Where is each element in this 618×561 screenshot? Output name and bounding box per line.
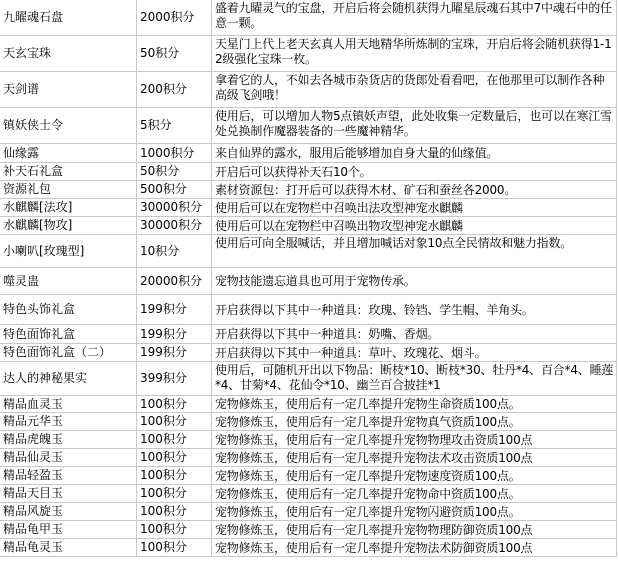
item-name-cell: 天玄宝珠 bbox=[0, 36, 137, 71]
item-description-cell: 宠物修炼玉，使用后有一定几率提升宠物闪避资质100点。 bbox=[212, 503, 617, 520]
item-name-cell: 精品龟甲玉 bbox=[0, 521, 137, 538]
item-name-cell: 仙缘露 bbox=[0, 144, 137, 162]
table-row bbox=[0, 0, 617, 36]
item-price-cell: 30000积分 bbox=[137, 217, 212, 234]
item-price-cell: 200积分 bbox=[137, 72, 212, 107]
item-name-cell: 噬灵蛊 bbox=[0, 268, 137, 294]
item-description-cell: 宠物修炼玉，使用后有一定几率提升宠物真气资质100点。 bbox=[212, 413, 617, 430]
table-row bbox=[0, 108, 617, 144]
table-row bbox=[0, 413, 617, 431]
item-price-cell: 100积分 bbox=[137, 396, 212, 412]
item-description-cell: 宠物修炼玉，使用后有一定几率提升宠物法术攻击资质100点 bbox=[212, 449, 617, 466]
table-row bbox=[0, 144, 617, 163]
item-price-cell: 1000积分 bbox=[137, 144, 212, 162]
table-row bbox=[0, 199, 617, 217]
table-row bbox=[0, 344, 617, 362]
item-name-cell: 天剑谱 bbox=[0, 72, 137, 107]
item-description-cell: 开启获得以下其中一种道具：玫瑰、铃铛、学生帽、羊角头。 bbox=[212, 295, 617, 324]
item-price-cell: 100积分 bbox=[137, 431, 212, 448]
table-row bbox=[0, 396, 617, 413]
table-row bbox=[0, 539, 617, 557]
item-price-cell: 399积分 bbox=[137, 362, 212, 395]
item-name-cell: 精品仙灵玉 bbox=[0, 449, 137, 466]
item-name-cell: 精品虎魄玉 bbox=[0, 431, 137, 448]
item-price-cell: 5积分 bbox=[137, 108, 212, 143]
table-row bbox=[0, 36, 617, 72]
table-row bbox=[0, 467, 617, 485]
item-name-cell: 水麒麟[法攻] bbox=[0, 199, 137, 216]
item-name-cell: 水麒麟[物攻] bbox=[0, 217, 137, 234]
item-description-cell: 使用后可以在宠物栏中召唤出物攻型神宠水麒麟 bbox=[212, 217, 617, 234]
item-description-cell: 开启后可以获得补天石10个。 bbox=[212, 163, 617, 180]
table-row bbox=[0, 362, 617, 396]
item-name-cell: 特色面饰礼盒（二） bbox=[0, 344, 137, 361]
item-description-cell: 宠物修炼玉，使用后有一定几率提升宠物法术防御资质100点 bbox=[212, 539, 617, 556]
item-price-cell: 50积分 bbox=[137, 36, 212, 71]
item-description-cell: 素材资源包：打开后可以获得木材、矿石和蚕丝各2000。 bbox=[212, 181, 617, 198]
item-name-cell: 小喇叭[玫瑰型] bbox=[0, 235, 137, 267]
table-row bbox=[0, 163, 617, 181]
table-row bbox=[0, 521, 617, 539]
item-price-cell: 30000积分 bbox=[137, 199, 212, 216]
item-description-cell: 开启获得以下其中一种道具：草叶、玫瑰花、烟斗。 bbox=[212, 344, 617, 361]
table-row bbox=[0, 485, 617, 503]
table-row bbox=[0, 503, 617, 521]
item-description-cell: 宠物修炼玉，使用后有一定几率提升宠物生命资质100点。 bbox=[212, 396, 617, 412]
item-name-cell: 九曜魂石盘 bbox=[0, 0, 137, 35]
item-name-cell: 特色面饰礼盒 bbox=[0, 325, 137, 343]
item-description-cell: 宠物修炼玉，使用后有一定几率提升宠物物理攻击资质100点 bbox=[212, 431, 617, 448]
item-price-cell: 100积分 bbox=[137, 467, 212, 484]
item-description-cell: 宠物修炼玉，使用后有一定几率提升宠物物理防御资质100点 bbox=[212, 521, 617, 538]
table-row bbox=[0, 449, 617, 467]
item-description-cell: 使用后可以在宠物栏中召唤出法攻型神宠水麒麟 bbox=[212, 199, 617, 216]
item-description-cell: 盛着九曜灵气的宝盘，开启后将会随机获得九曜星辰魂石其中7中魂石中的任意一颗。 bbox=[212, 0, 617, 35]
item-name-cell: 补天石礼盒 bbox=[0, 163, 137, 180]
table-row bbox=[0, 181, 617, 199]
item-price-cell: 50积分 bbox=[137, 163, 212, 180]
item-price-cell: 100积分 bbox=[137, 413, 212, 430]
item-price-cell: 100积分 bbox=[137, 503, 212, 520]
table-row bbox=[0, 295, 617, 325]
item-price-cell: 20000积分 bbox=[137, 268, 212, 294]
item-name-cell: 精品龟灵玉 bbox=[0, 539, 137, 556]
item-description-cell: 宠物技能遗忘道具也可用于宠物传承。 bbox=[212, 268, 617, 294]
item-price-cell: 199积分 bbox=[137, 344, 212, 361]
item-price-cell: 10积分 bbox=[137, 235, 212, 267]
item-price-cell: 2000积分 bbox=[137, 0, 212, 35]
item-description-cell: 使用后可向全服喊话，并且增加喊话对象10点全民情故和魅力指数。 bbox=[212, 235, 617, 267]
table-row bbox=[0, 325, 617, 344]
table-row bbox=[0, 431, 617, 449]
item-description-cell: 宠物修炼玉，使用后有一定几率提升宠物速度资质100点。 bbox=[212, 467, 617, 484]
item-name-cell: 精品元华玉 bbox=[0, 413, 137, 430]
item-price-cell: 100积分 bbox=[137, 485, 212, 502]
table-row bbox=[0, 268, 617, 295]
item-description-cell: 天星门上代上老天玄真人用天地精华所炼制的宝珠，开启后将会随机获得1-12级强化宝珠一枚。 bbox=[212, 36, 617, 71]
item-price-cell: 500积分 bbox=[137, 181, 212, 198]
item-price-cell: 199积分 bbox=[137, 295, 212, 324]
item-description-cell: 来自仙界的露水，服用后能够增加自身大量的仙缘值。 bbox=[212, 144, 617, 162]
item-price-cell: 100积分 bbox=[137, 521, 212, 538]
item-name-cell: 资源礼包 bbox=[0, 181, 137, 198]
item-name-cell: 镇妖侠士令 bbox=[0, 108, 137, 143]
item-description-cell: 使用后，可以增加人物5点镇妖声望，此处收集一定数量后，也可以在寒江雪处兑换制作魔器装备的一些魔神精华。 bbox=[212, 108, 617, 143]
item-description-cell: 使用后，可随机开出以下物品：断枝*10、断枝*30、牡丹*4、百合*4、睡莲*4、甘菊*4、花仙令*10、幽兰百合披挂*1 bbox=[212, 362, 617, 395]
item-name-cell: 精品轻盈玉 bbox=[0, 467, 137, 484]
item-name-cell: 特色头饰礼盒 bbox=[0, 295, 137, 324]
item-price-cell: 100积分 bbox=[137, 539, 212, 556]
item-name-cell: 精品血灵玉 bbox=[0, 396, 137, 412]
table-row bbox=[0, 72, 617, 108]
table-row bbox=[0, 235, 617, 268]
item-name-cell: 精品天目玉 bbox=[0, 485, 137, 502]
item-name-cell: 达人的神秘果实 bbox=[0, 362, 137, 395]
item-price-cell: 100积分 bbox=[137, 449, 212, 466]
item-description-cell: 开启获得以下其中一种道具：奶嘴、香烟。 bbox=[212, 325, 617, 343]
item-description-cell: 拿着它的人，不如去各城市杂货店的货郎处看看吧，在他那里可以制作各种高级飞剑哦！ bbox=[212, 72, 617, 107]
table-row bbox=[0, 217, 617, 235]
item-name-cell: 精品风旋玉 bbox=[0, 503, 137, 520]
item-price-cell: 199积分 bbox=[137, 325, 212, 343]
item-description-cell: 宠物修炼玉，使用后有一定几率提升宠物命中资质100点。 bbox=[212, 485, 617, 502]
